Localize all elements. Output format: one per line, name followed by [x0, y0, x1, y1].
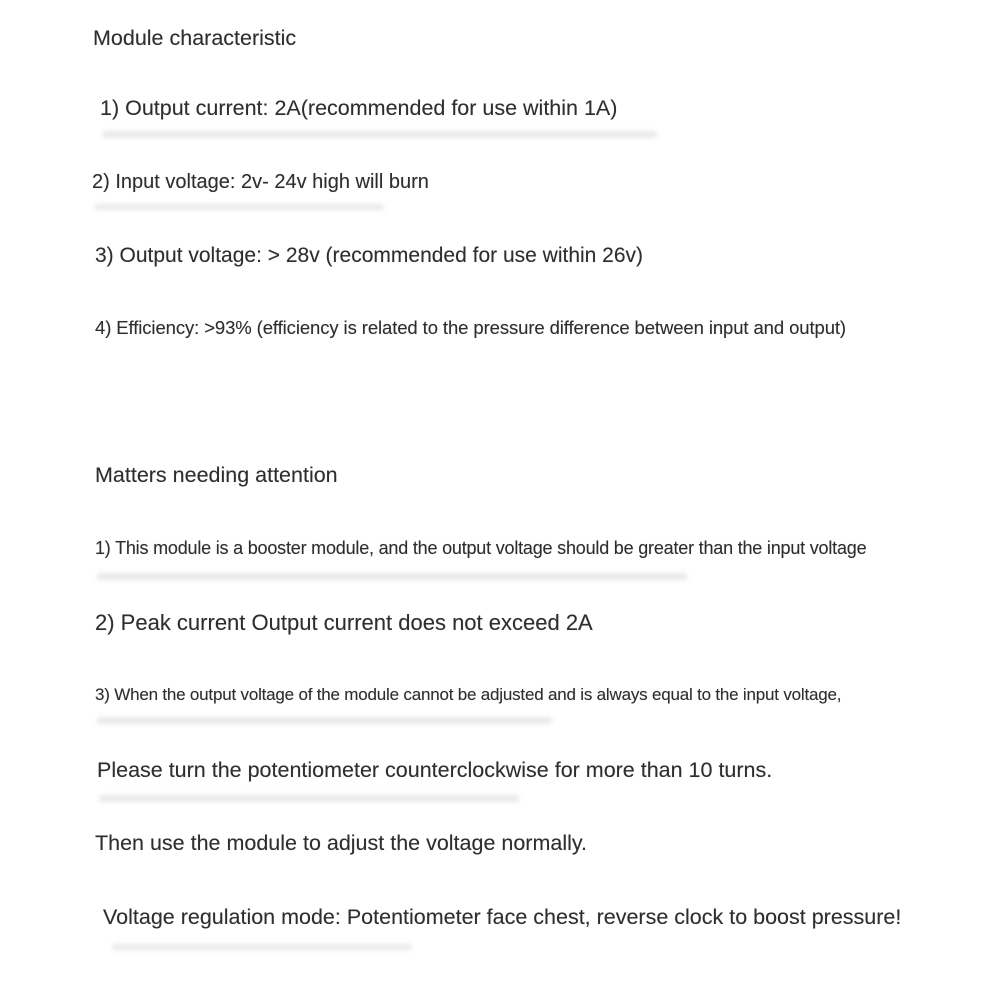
- attention-line-voltage-not-adjustable: 3) When the output voltage of the module cannot be adjusted and is always equal to the input voltage,: [95, 685, 842, 704]
- note-line-voltage-regulation-mode: Voltage regulation mode: Potentiometer face chest, reverse clock to boost pressure!: [103, 905, 902, 929]
- spec-line-input-voltage: 2) Input voltage: 2v- 24v high will burn: [92, 171, 429, 193]
- attention-line-peak-current: 2) Peak current Output current does not exceed 2A: [95, 610, 593, 635]
- section-heading-module-characteristic: Module characteristic: [93, 26, 297, 50]
- spec-line-output-voltage: 3) Output voltage: > 28v (recommended for use within 26v): [95, 244, 644, 267]
- spec-line-output-current: 1) Output current: 2A(recommended for use within 1A): [100, 96, 618, 120]
- jpeg-artifact-smudge: [94, 204, 384, 210]
- section-heading-matters-needing-attention: Matters needing attention: [95, 463, 338, 487]
- jpeg-artifact-smudge: [112, 944, 412, 950]
- jpeg-artifact-smudge: [97, 717, 552, 724]
- spec-line-efficiency: 4) Efficiency: >93% (efficiency is related to the pressure difference between input and output): [95, 317, 846, 338]
- jpeg-artifact-smudge: [99, 795, 519, 802]
- jpeg-artifact-smudge: [102, 131, 657, 138]
- note-line-turn-potentiometer: Please turn the potentiometer counterclockwise for more than 10 turns.: [97, 758, 773, 782]
- note-line-use-module-normally: Then use the module to adjust the voltage normally.: [95, 831, 588, 855]
- jpeg-artifact-smudge: [97, 573, 687, 580]
- attention-line-booster-module: 1) This module is a booster module, and the output voltage should be greater than the input voltage: [95, 538, 867, 558]
